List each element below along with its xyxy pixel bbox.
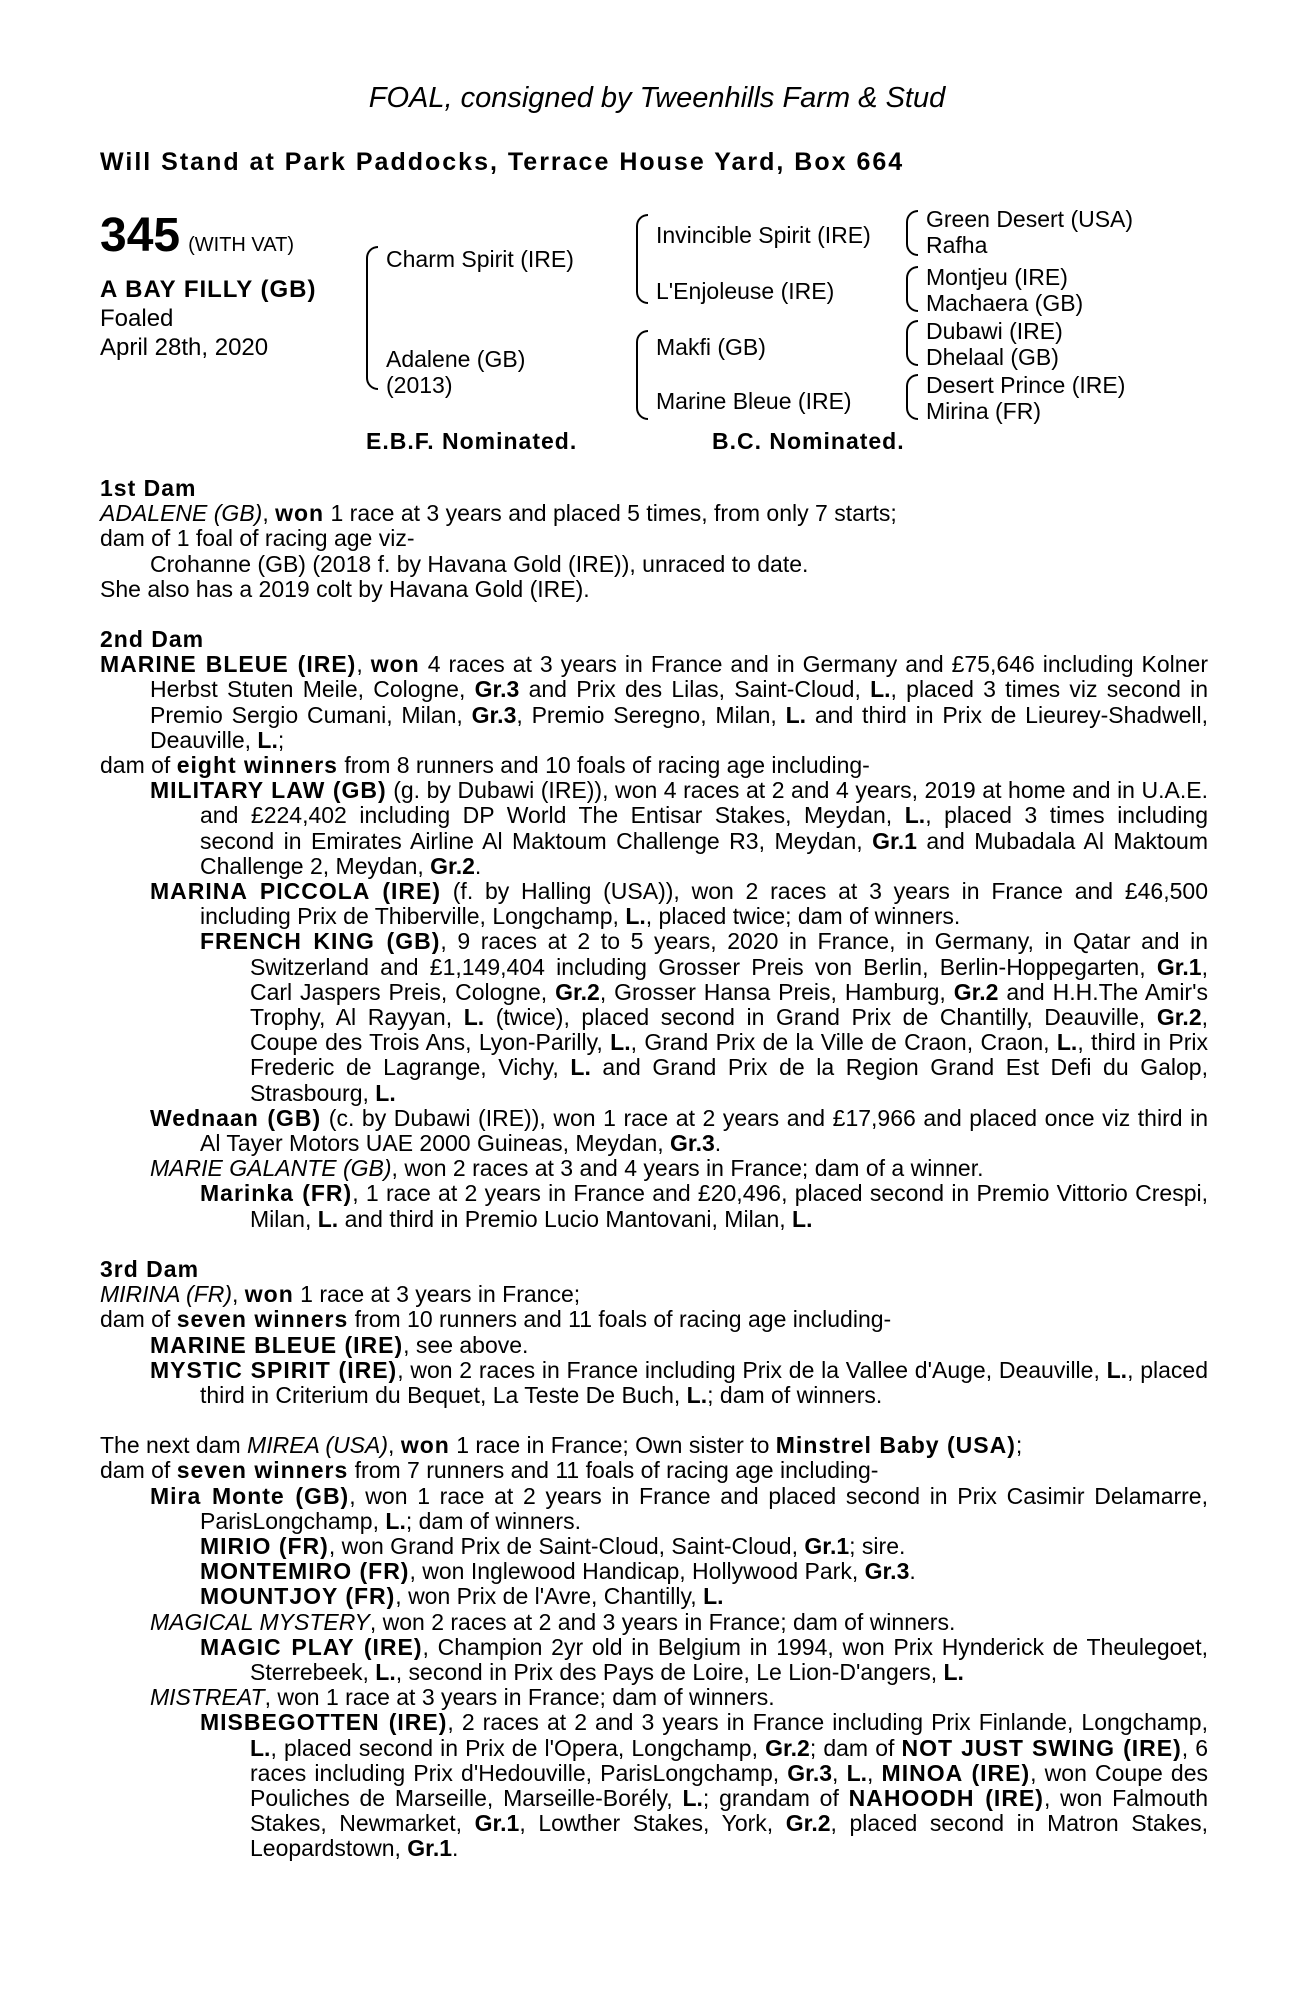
grade: L. [610,1029,631,1056]
text: , Champion 2yr old in Belgium in 1994, won Prix Hynderick de Theulegoet, Sterrebeek, [250,1633,1208,1685]
won-label: won [370,651,420,678]
third-dam-record: MIRINA (FR), won 1 race at 3 years in France; [100,1281,581,1308]
text: dam of [100,752,177,779]
grade: L. [846,1759,868,1786]
text: . [909,1558,916,1585]
horse-name: Minstrel Baby (USA) [775,1432,1016,1459]
grade: L. [625,903,646,930]
second-dam-progeny-summary [100,753,1208,778]
text: , won 1 race at 2 years in France and placed second in Prix Casimir Delamarre, ParisLongchamp, [200,1482,1208,1534]
text: , [867,1759,882,1786]
text: , placed third in Criterium du Bequet, La Teste De Buch, [200,1356,1208,1408]
grade: L. [792,1205,813,1232]
text: and third in Premio Lucio Mantovani, Milan, [338,1205,793,1232]
pedigree-dam-name: Adalene (GB) [386,346,526,372]
text: dam of [100,1306,177,1333]
pedigree-sds: Montjeu (IRE) [926,264,1068,290]
won-label: won [400,1432,450,1459]
pedigree-ssd: Rafha [926,232,988,258]
progeny-mira-monte [100,1484,1208,1534]
horse-name: MINOA (IRE) [881,1759,1031,1786]
horse-name: NOT JUST SWING (IRE) [901,1734,1182,1761]
second-dam-name: MARINE BLEUE (IRE) [100,651,357,678]
progeny-marine-bleue [100,1333,1208,1358]
grade: Gr.3 [670,1130,715,1157]
horse-name: MARIE GALANTE (GB) [150,1155,392,1182]
progeny-french-king [100,929,1208,1105]
first-dam-name: ADALENE (GB) [100,500,263,527]
text: , won Prix de l'Avre, Chantilly, [395,1583,704,1610]
progeny-marinka [100,1181,1208,1231]
next-dam-progeny-summary [100,1458,1208,1483]
first-dam-text: 1 race at 3 years and placed 5 times, from only 7 starts; [324,500,897,527]
brace-dam [636,330,648,420]
text: ; grandam of [702,1784,849,1811]
pedigree-dsd: Dhelaal (GB) [926,344,1059,370]
grade: Gr.2 [953,978,999,1005]
progeny-marina-piccola [100,879,1208,929]
text: ; [1015,1432,1023,1459]
text: , won 2 races at 2 and 3 years in France; dam of winners. [369,1608,956,1635]
text: , Premio Seregno, Milan, [516,701,786,728]
text: from 10 runners and 11 foals of racing age including- [348,1306,892,1333]
progeny-military-law [100,778,1208,879]
text: , Carl Jaspers Preis, Cologne, [250,953,1208,1005]
progeny-magical-mystery [100,1610,1208,1635]
catalogue-body [100,476,1208,1862]
text: , won 2 races at 3 and 4 years in France; dam of a winner. [391,1155,984,1182]
pedigree-sss: Green Desert (USA) [926,206,1134,232]
grade: L. [686,1381,708,1408]
text: , won 1 race at 3 years in France; dam of winners. [264,1684,775,1711]
horse-name: Mira Monte (GB) [150,1482,350,1509]
winners-count: seven winners [176,1457,349,1484]
text: , won Falmouth Stakes, Newmarket, [250,1784,1208,1837]
grade: L. [317,1205,339,1232]
text: ; dam of winners. [405,1507,581,1534]
text: (f. by Halling (USA)), won 2 races at 3 years in France and £46,500 including Prix de Thiberville, Longchamp, [200,878,1208,930]
grade: L. [250,1734,271,1761]
text: 4 races at 3 years in France and in Germany and £75,646 including Kolner Herbst Stuten Meile, Cologne, [150,651,1208,703]
horse-name: MYSTIC SPIRIT (IRE) [150,1356,398,1383]
progeny-mountjoy [100,1584,1208,1609]
grade: L. [703,1583,724,1610]
third-dam-heading: 3rd Dam [100,1255,200,1282]
text: ; [277,726,285,753]
horse-name: MISTREAT [150,1684,265,1711]
text: , Grand Prix de la Ville de Craon, Craon, [630,1029,1057,1056]
text: , 1 race at 2 years in France and £20,496, placed second in Premio Vittorio Crespi, Milan, [250,1180,1208,1232]
grade: Gr.1 [872,827,917,854]
text: , second in Prix des Pays de Loire, Le Lion-D'angers, [395,1658,944,1685]
text: , Grosser Hansa Preis, Hamburg, [599,978,954,1005]
lot-header [100,208,294,263]
text: , third in Prix Frederic de Lagrange, Vichy, [250,1029,1208,1081]
grade: Gr.2 [785,1810,831,1837]
grade: L. [943,1658,964,1685]
winners-count: eight winners [176,752,338,779]
next-dam-name: MIREA (USA) [247,1432,389,1459]
second-dam-record: MARINE BLEUE (IRE), won 4 races at 3 years in France and in Germany and £75,646 including Kolner Herbst Stuten Meile, Cologne, Gr.3 and Prix des Lilas, Saint-Cloud, L., placed 3 times viz second in Premio Sergio Cumani, Milan, Gr.3, Premio Seregno, Milan, L. and third in Prix de Lieurey-Shadwell, Deauville, L.; [100,651,1209,753]
progeny-magic-play [100,1635,1208,1685]
text: and Grand Prix de la Region Grand Est Defi du Galop, Strasbourg, [250,1054,1208,1106]
horse-name: MIRIO (FR) [200,1532,329,1559]
text: from 8 runners and 10 foals of racing age including- [337,752,870,779]
text: . [474,852,482,879]
brace-sd [906,266,918,312]
text: , placed second in Prix de l'Opera, Longchamp, [270,1734,766,1761]
foaled-info [100,304,268,362]
brace-dd [906,374,918,420]
text: and H.H.The Amir's Trophy, Al Rayyan, [250,978,1208,1031]
progeny-misbegotten [100,1710,1208,1861]
progeny-mirio [100,1534,1208,1559]
text: , won Inglewood Handicap, Hollywood Park, [409,1558,865,1585]
text: , Lowther Stakes, York, [519,1810,786,1837]
horse-name: MAGICAL MYSTERY [150,1608,370,1635]
brace-sire [636,214,648,304]
text: , won Coupe des Pouliches de Marseille, Marseille-Borély, [250,1759,1208,1811]
horse-name: MISBEGOTTEN (IRE) [200,1709,448,1736]
pedigree-dam-sire: Makfi (GB) [656,334,766,360]
progeny-mystic-spirit [100,1358,1208,1408]
stand-location: Will Stand at Park Paddocks, Terrace House Yard, Box 664 [100,148,905,176]
second-dam-heading: 2nd Dam [100,626,205,653]
grade: Gr.2 [430,852,475,879]
pedigree-ddd: Mirina (FR) [926,398,1041,424]
progeny-montemiro [100,1559,1208,1584]
pedigree-dam-year: (2013) [386,372,453,398]
horse-name: MARINA PICCOLA (IRE) [150,878,441,905]
text: . [452,1835,459,1862]
horse-description: A BAY FILLY (GB) [100,276,317,303]
brace-sire-dam [366,246,378,390]
won-label: won [275,500,325,527]
grade: Gr.3 [787,1759,833,1786]
grade: Gr.2 [765,1734,810,1761]
vat-note: (WITH VAT) [188,234,294,256]
pedigree-dds: Desert Prince (IRE) [926,372,1126,398]
text: , won 2 races in France including Prix de la Vallee d'Auge, Deauville, [397,1356,1107,1383]
text: . [714,1130,722,1157]
grade: Gr.1 [1156,953,1202,980]
text: dam of [100,1457,177,1484]
grade: L. [463,1004,485,1031]
consignor-line: FOAL, consigned by Tweenhills Farm & Stud [368,82,946,114]
horse-name: MONTEMIRO (FR) [200,1558,410,1585]
next-dam-record [100,1433,1208,1458]
grade: Gr.3 [864,1558,910,1585]
grade: L. [570,1054,591,1081]
grade: L. [385,1507,406,1534]
grade: L. [785,701,807,728]
grade: L. [904,802,926,829]
horse-name: MARINE BLEUE (IRE) [150,1331,404,1358]
grade: Gr.3 [474,676,520,703]
pedigree-dam-dam: Marine Bleue (IRE) [656,388,852,414]
pedigree-sire-sire: Invincible Spirit (IRE) [656,222,871,248]
progeny-wednaan [100,1106,1208,1156]
text: , placed 3 times viz second in Premio Sergio Cumani, Milan, [150,676,1209,728]
won-label: won [244,1281,294,1308]
text: , Coupe des Trois Ans, Lyon-Parilly, [250,1004,1209,1056]
text: ; dam of [809,1734,902,1761]
grade: L. [870,676,891,703]
first-dam-line: ADALENE (GB), won 1 race at 3 years and placed 5 times, from only 7 starts; [100,500,897,527]
grade: L. [375,1658,396,1685]
text: ; dam of winners. [707,1381,883,1408]
text: The next dam [100,1432,248,1459]
pedigree-sire-dam: L'Enjoleuse (IRE) [656,278,835,304]
grade: Gr.1 [474,1810,520,1837]
text: (c. by Dubawi (IRE)), won 1 race at 2 years and £17,966 and placed once viz third in Al Tayer Motors UAE 2000 Guineas, Meydan, [200,1104,1208,1157]
grade: L. [682,1784,703,1811]
grade: Gr.3 [471,701,517,728]
horse-name: FRENCH KING (GB) [200,928,441,955]
horse-name: MOUNTJOY (FR) [200,1583,396,1610]
horse-name: MAGIC PLAY (IRE) [200,1633,423,1660]
third-dam-progeny-summary [100,1307,1208,1332]
horse-name: Wednaan (GB) [150,1104,322,1131]
text: , [832,1759,847,1786]
pedigree-sdd: Machaera (GB) [926,290,1084,316]
text: , 9 races at 2 to 5 years, 2020 in France, in Germany, in Qatar and in Switzerland and £1,149,404 including Grosser Preis von Berlin, Berlin-Hoppegarten, [250,928,1208,980]
bc-nominated: B.C. Nominated. [712,428,905,454]
text: , 6 races including Prix d'Hedouville, ParisLongchamp, [250,1734,1209,1786]
text: , won Grand Prix de Saint-Cloud, Saint-Cloud, [328,1532,805,1559]
text: 1 race at 3 years in France; [293,1281,581,1308]
grade: Gr.1 [407,1835,453,1862]
text: and Mubadala Al Maktoum Challenge 2, Meydan, [200,827,1208,879]
third-dam-name: MIRINA (FR) [100,1281,233,1308]
text: , placed second in Matron Stakes, Leopardstown, [250,1810,1208,1862]
grade: Gr.2 [555,978,600,1005]
text: , [388,1432,401,1459]
progeny-marie-galante [100,1156,1208,1181]
horse-name: NAHOODH (IRE) [848,1784,1044,1811]
pedigree-sire: Charm Spirit (IRE) [386,246,574,272]
foaled-label: Foaled [100,305,174,332]
text: (twice), placed second in Grand Prix de Chantilly, Deauville, [484,1004,1157,1031]
text: , see above. [403,1331,529,1358]
text: and Prix des Lilas, Saint-Cloud, [519,676,871,703]
first-dam-line2: dam of 1 foal of racing age viz- [100,525,415,552]
lot-number: 345 [100,209,181,262]
brace-ds [906,320,918,366]
grade: L. [1106,1356,1128,1383]
ebf-nominated: E.B.F. Nominated. [366,428,578,454]
winners-count: seven winners [176,1306,349,1333]
text: and third in Prix de Lieurey-Shadwell, Deauville, [150,701,1208,753]
text: , placed 3 times including second in Emirates Airline Al Maktoum Challenge R3, Meydan, [200,802,1208,854]
grade: Gr.1 [804,1532,850,1559]
first-dam-line4: She also has a 2019 colt by Havana Gold (IRE). [100,575,590,602]
grade: L. [257,726,278,753]
text: , 2 races at 2 and 3 years in France including Prix Finlande, Longchamp, [447,1709,1208,1736]
horse-name: Marinka (FR) [200,1180,353,1207]
first-dam-foal: Crohanne (GB) (2018 f. by Havana Gold (IRE)), unraced to date. [150,550,809,577]
text: from 7 runners and 11 foals of racing age including- [348,1457,879,1484]
grade: L. [1056,1029,1078,1056]
text: , placed twice; dam of winners. [645,903,961,930]
progeny-mistreat [100,1685,1208,1710]
text: 1 race in France; Own sister to [449,1432,776,1459]
brace-ss [906,210,918,256]
first-dam-heading: 1st Dam [100,475,197,501]
text: ; sire. [849,1532,906,1559]
grade: L. [375,1079,396,1106]
grade: Gr.2 [1156,1004,1202,1031]
horse-name: MILITARY LAW (GB) [150,777,387,804]
pedigree-dss: Dubawi (IRE) [926,318,1063,344]
foaled-date: April 28th, 2020 [100,334,269,361]
text: (g. by Dubawi (IRE)), won 4 races at 2 and 4 years, 2019 at home and in U.A.E. and £224,402 including DP World The Entisar Stakes, Meydan, [200,777,1208,829]
